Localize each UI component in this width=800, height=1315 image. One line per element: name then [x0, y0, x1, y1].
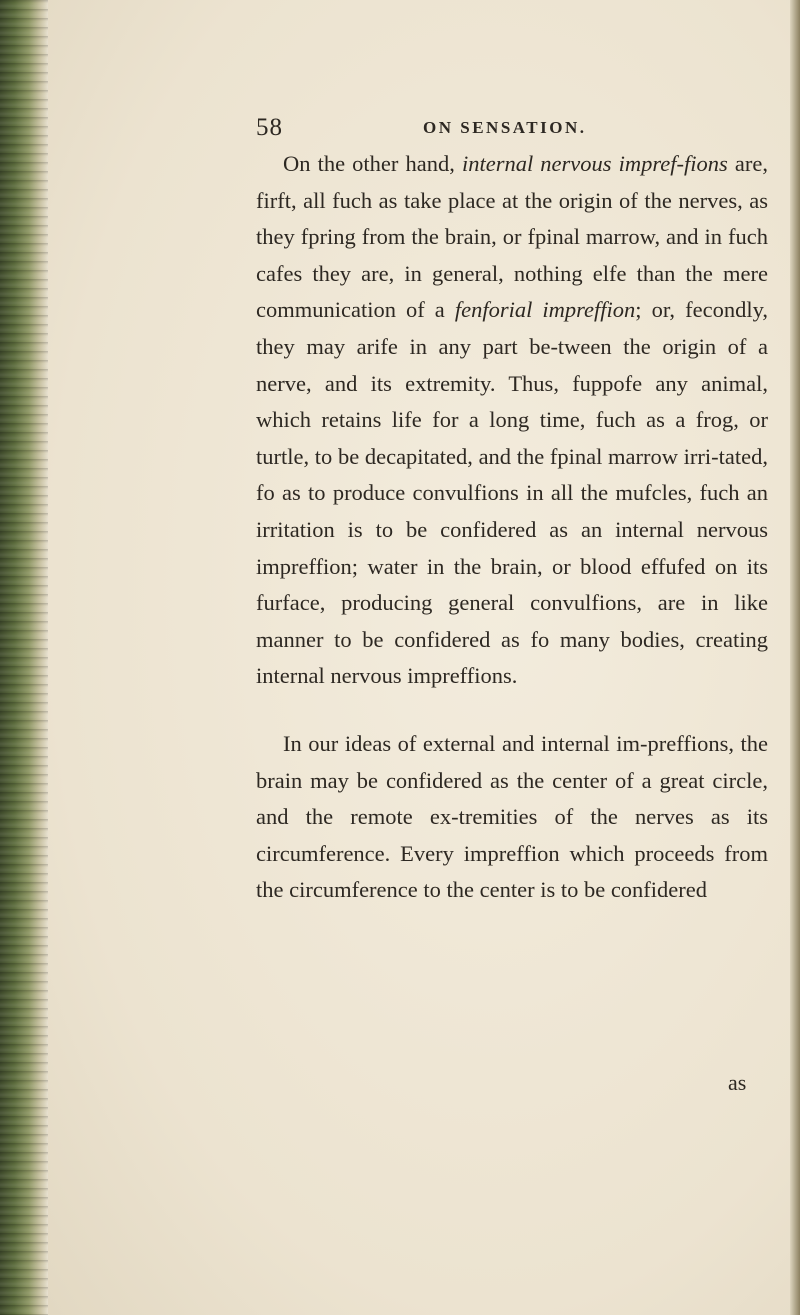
page-number: 58 [256, 114, 283, 141]
italic-term: internal nervous impref-fions [461, 151, 728, 176]
page-edge [790, 0, 800, 1315]
running-head [256, 114, 756, 148]
text-segment: ; or, fecondly, they may arife in any part be-tween the origin of a nerve, and its extremity. Thus, fuppofe any animal, which retains life for a long time, fuch as a frog, or turtle, to be decapitated, and the fpinal marrow irri-tated, fo as to produce convulfions in all the mufcles, fuch an irritation is to be confidered as an internal nervous impreffion; water in the brain, or blood effufed on its furface, producing general convulfions, are in like manner to be confidered as fo many bodies, creating internal nervous impreffions. [256, 297, 768, 689]
paragraph-2 [256, 726, 768, 909]
text-segment: are, firft, all fuch as take place at the origin of the nerves, as they fpring from the brain, or fpinal marrow, and in fuch cafes they are, in general, nothing elfe than the mere communication of a [256, 151, 768, 323]
text-segment: In our ideas of external and internal im-preffions, the brain may be confidered as the center of a great circle, and the remote ex-tremities of the nerves as its circumference. Every impreffion which proceeds from the circumference to the center is to be confidered [256, 730, 768, 903]
catchword: as [728, 1070, 747, 1095]
text-segment: On the other hand, [283, 151, 462, 176]
italic-term: fenforial impreffion [454, 297, 636, 323]
body-text [256, 146, 768, 909]
book-binding-gutter [0, 0, 48, 1315]
running-title: ON SENSATION. [423, 118, 587, 137]
paragraph-1 [256, 146, 768, 695]
